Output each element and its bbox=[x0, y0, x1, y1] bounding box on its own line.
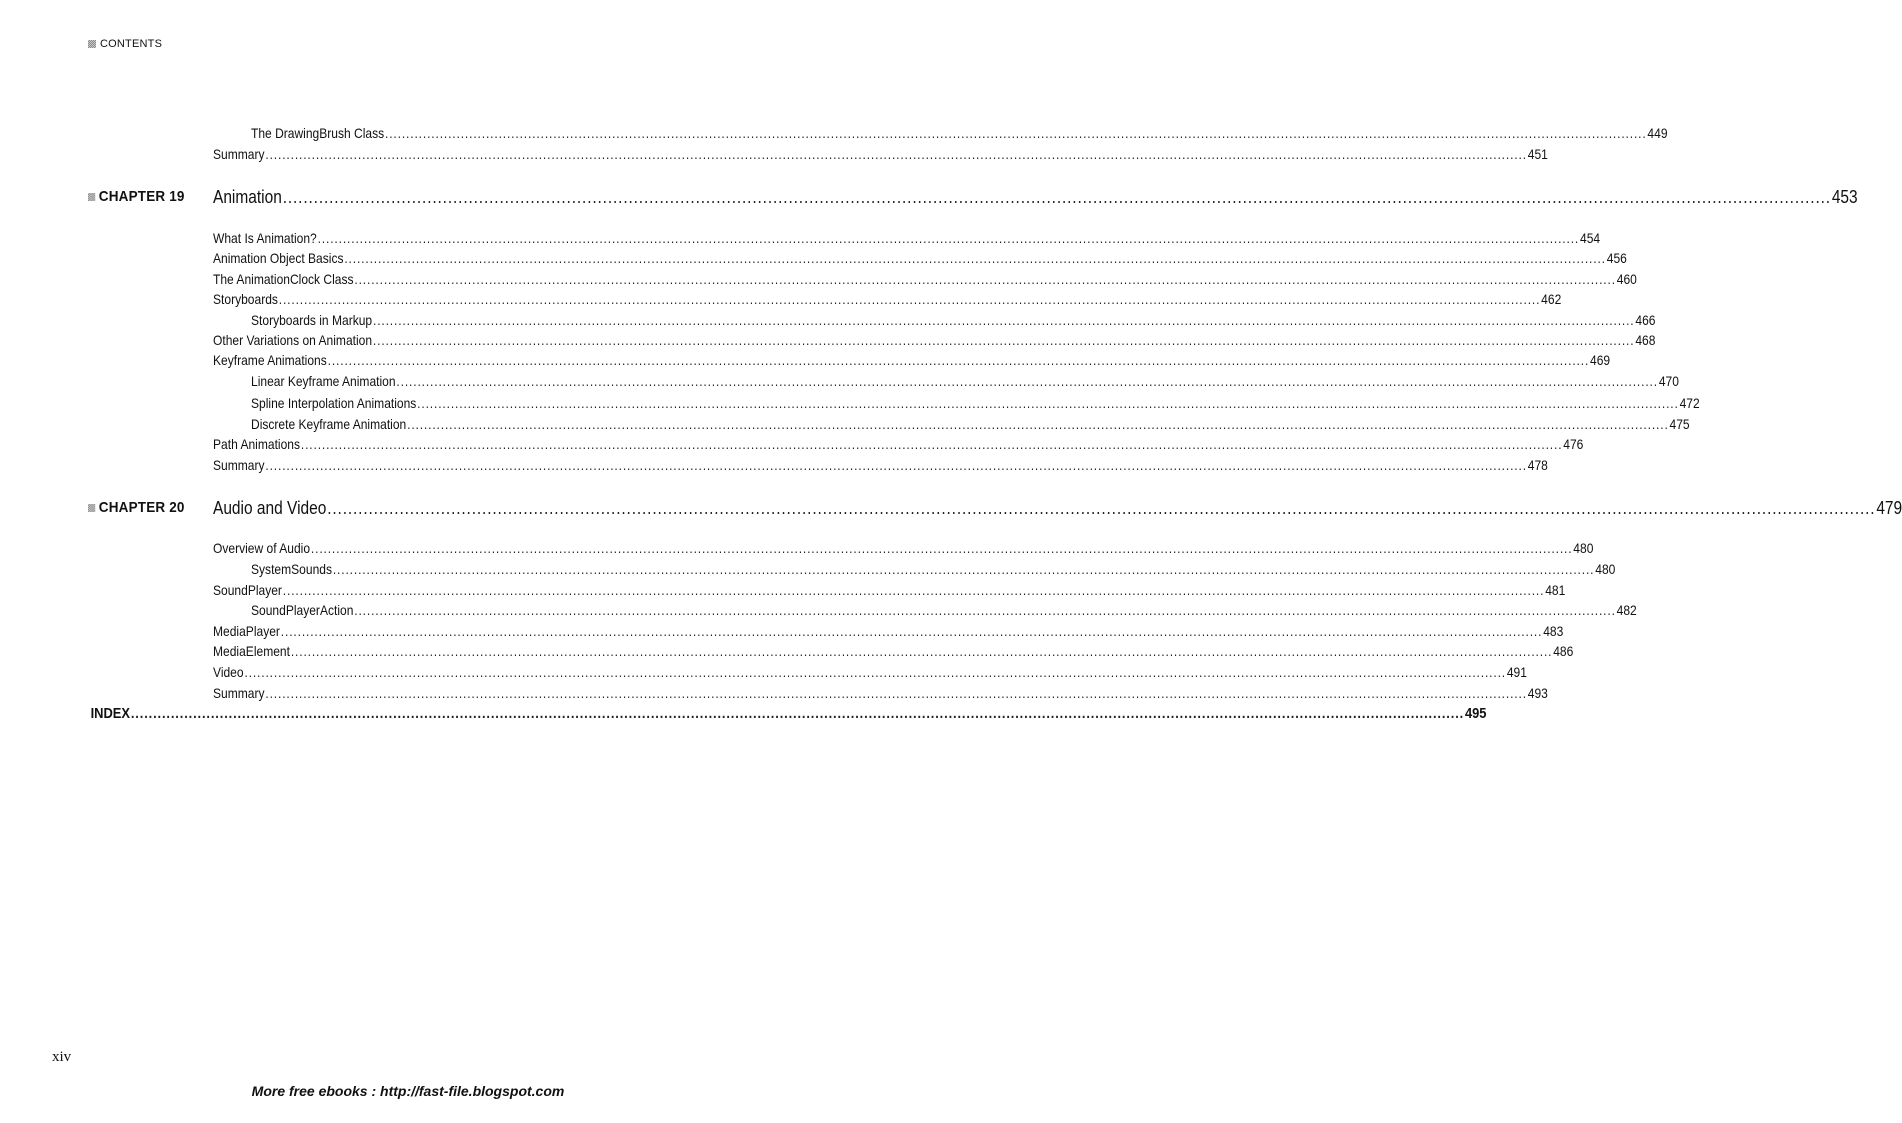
checker-square-icon bbox=[88, 193, 95, 201]
toc-entry-page: 479 bbox=[1876, 498, 1902, 518]
dot-leader: ............................................................................................................................................................................................................................................................................................................ bbox=[310, 540, 1573, 556]
toc-entry-title: Audio and Video bbox=[213, 498, 327, 518]
toc-entry-page: 451 bbox=[1527, 146, 1548, 162]
page-number: xiv bbox=[52, 1049, 72, 1065]
toc-entry-page: 460 bbox=[1616, 271, 1637, 287]
toc-entry bbox=[213, 663, 1527, 681]
dot-leader: ............................................................................................................................................................................................................................................................................................................ bbox=[332, 561, 1595, 577]
toc-entry bbox=[251, 601, 1637, 619]
toc-entry-page: 486 bbox=[1553, 643, 1574, 659]
running-head bbox=[88, 38, 162, 50]
toc-entry-title: Discrete Keyframe Animation bbox=[251, 416, 407, 432]
toc-entry-title: MediaPlayer bbox=[213, 623, 280, 639]
toc-entry bbox=[213, 186, 1858, 208]
dot-leader: ............................................................................................................................................................................................................................................................................................................ bbox=[282, 582, 1545, 598]
toc-entry-page: 482 bbox=[1616, 602, 1637, 618]
toc-entry-page: 480 bbox=[1573, 540, 1594, 556]
chapter-number: CHAPTER 19 bbox=[98, 188, 185, 205]
dot-leader: ............................................................................................................................................................................................................................................................................................................ bbox=[265, 146, 1527, 162]
dot-leader: ............................................................................................................................................................................................................................................................................................................ bbox=[265, 457, 1527, 473]
toc-entry-page: 468 bbox=[1635, 332, 1656, 348]
toc-entry-page: 483 bbox=[1543, 623, 1564, 639]
toc-entry-title: Storyboards in Markup bbox=[251, 312, 373, 328]
toc-entry bbox=[213, 249, 1627, 267]
checker-square-icon bbox=[88, 504, 95, 512]
toc-entry bbox=[251, 372, 1679, 390]
toc-entry-page: 480 bbox=[1595, 561, 1616, 577]
toc-entry-title: Overview of Audio bbox=[213, 540, 311, 556]
toc-entry bbox=[213, 229, 1601, 247]
toc-entry bbox=[213, 539, 1594, 557]
dot-leader: ............................................................................................................................................................................................................................................................................................................ bbox=[130, 705, 1465, 722]
toc-entry bbox=[251, 311, 1656, 329]
dot-leader: ............................................................................................................................................................................................................................................................................................................ bbox=[290, 643, 1553, 659]
toc-entry-title: Summary bbox=[213, 457, 265, 473]
toc-entry-page: 481 bbox=[1545, 582, 1566, 598]
toc-entry bbox=[213, 270, 1637, 288]
toc-entry bbox=[213, 290, 1562, 308]
toc-entry-title: The AnimationClock Class bbox=[213, 271, 354, 287]
toc-entry bbox=[213, 497, 1902, 519]
toc-entry bbox=[251, 124, 1668, 142]
chapter-number: CHAPTER 20 bbox=[98, 499, 185, 516]
checker-square-icon bbox=[88, 40, 96, 48]
toc-entry-title: INDEX bbox=[90, 705, 131, 722]
dot-leader: ............................................................................................................................................................................................................................................................................................................ bbox=[265, 685, 1527, 701]
dot-leader: ............................................................................................................................................................................................................................................................................................................ bbox=[372, 332, 1635, 348]
toc-entry bbox=[213, 331, 1656, 349]
toc-entry-title: What Is Animation? bbox=[213, 230, 317, 246]
toc-entry bbox=[251, 415, 1690, 433]
toc-entry bbox=[213, 145, 1548, 163]
toc-entry-page: 470 bbox=[1658, 373, 1679, 389]
toc-entry-title: Storyboards bbox=[213, 291, 278, 307]
toc-entry bbox=[213, 684, 1548, 702]
dot-leader: ............................................................................................................................................................................................................................................................................................................ bbox=[344, 250, 1606, 266]
dot-leader: ............................................................................................................................................................................................................................................................................................................ bbox=[300, 436, 1563, 452]
toc-entry-title: Summary bbox=[213, 146, 265, 162]
dot-leader: ............................................................................................................................................................................................................................................................................................................ bbox=[385, 125, 1647, 141]
toc-entry-title: Summary bbox=[213, 685, 265, 701]
toc-entry-title: SystemSounds bbox=[251, 561, 332, 577]
toc-entry-page: 456 bbox=[1606, 250, 1627, 266]
toc-entry bbox=[213, 581, 1566, 599]
toc-entry-page: 449 bbox=[1647, 125, 1668, 141]
toc-entry-page: 469 bbox=[1590, 352, 1611, 368]
toc-entry-title: MediaElement bbox=[213, 643, 290, 659]
toc-entry bbox=[251, 394, 1700, 412]
toc-entry-title: Animation bbox=[213, 187, 282, 207]
toc-entry-title: Other Variations on Animation bbox=[213, 332, 373, 348]
chapter-label bbox=[88, 499, 185, 516]
toc-entry-page: 495 bbox=[1464, 705, 1487, 722]
toc-entry-page: 476 bbox=[1563, 436, 1584, 452]
dot-leader: ............................................................................................................................................................................................................................................................................................................ bbox=[354, 271, 1616, 287]
dot-leader: ............................................................................................................................................................................................................................................................................................................ bbox=[354, 602, 1616, 618]
toc-entry-title: Spline Interpolation Animations bbox=[251, 395, 417, 411]
dot-leader: ............................................................................................................................................................................................................................................................................................................ bbox=[280, 623, 1543, 639]
dot-leader: ............................................................................................................................................................................................................................................................................................................ bbox=[396, 373, 1658, 389]
toc-entry-title: Linear Keyframe Animation bbox=[251, 373, 396, 389]
toc-entry-title: Path Animations bbox=[213, 436, 301, 452]
toc-entry-page: 472 bbox=[1679, 395, 1700, 411]
toc-entry-title: Animation Object Basics bbox=[213, 250, 344, 266]
footer-link-text: More free ebooks : http://fast-file.blogspot.com bbox=[251, 1083, 565, 1099]
toc-entry bbox=[213, 456, 1548, 474]
dot-leader: ............................................................................................................................................................................................................................................................................................................ bbox=[417, 395, 1679, 411]
dot-leader: ............................................................................................................................................................................................................................................................................................................ bbox=[317, 230, 1580, 246]
toc-entry-page: 493 bbox=[1527, 685, 1548, 701]
toc-entry bbox=[213, 351, 1611, 369]
toc-entry-page: 475 bbox=[1669, 416, 1690, 432]
toc-entry bbox=[213, 435, 1584, 453]
running-head-text: CONTENTS bbox=[100, 38, 163, 50]
toc-entry-title: SoundPlayerAction bbox=[251, 602, 354, 618]
toc-entry-page: 466 bbox=[1635, 312, 1656, 328]
toc-entry bbox=[213, 642, 1574, 660]
toc-entry bbox=[88, 705, 1487, 723]
toc-entry-title: SoundPlayer bbox=[213, 582, 282, 598]
dot-leader: ............................................................................................................................................................................................................................................................................................................ bbox=[327, 352, 1590, 368]
chapter-label bbox=[88, 188, 185, 205]
toc-entry-page: 491 bbox=[1506, 664, 1527, 680]
dot-leader: ............................................................................................................................................................................................................................................................................................................ bbox=[327, 498, 1876, 518]
dot-leader: ............................................................................................................................................................................................................................................................................................................ bbox=[282, 187, 1831, 207]
dot-leader: ............................................................................................................................................................................................................................................................................................................ bbox=[372, 312, 1635, 328]
toc-entry bbox=[213, 622, 1564, 640]
dot-leader: ............................................................................................................................................................................................................................................................................................................ bbox=[278, 291, 1541, 307]
toc-entry-title: Video bbox=[213, 664, 244, 680]
toc-entry bbox=[251, 560, 1616, 578]
toc-entry-page: 462 bbox=[1541, 291, 1562, 307]
dot-leader: ............................................................................................................................................................................................................................................................................................................ bbox=[244, 664, 1506, 680]
dot-leader: ............................................................................................................................................................................................................................................................................................................ bbox=[407, 416, 1669, 432]
toc-entry-page: 454 bbox=[1579, 230, 1601, 246]
toc-entry-page: 453 bbox=[1831, 187, 1858, 207]
toc-entry-title: The DrawingBrush Class bbox=[251, 125, 385, 141]
toc-entry-page: 478 bbox=[1527, 457, 1548, 473]
toc-entry-title: Keyframe Animations bbox=[213, 352, 327, 368]
